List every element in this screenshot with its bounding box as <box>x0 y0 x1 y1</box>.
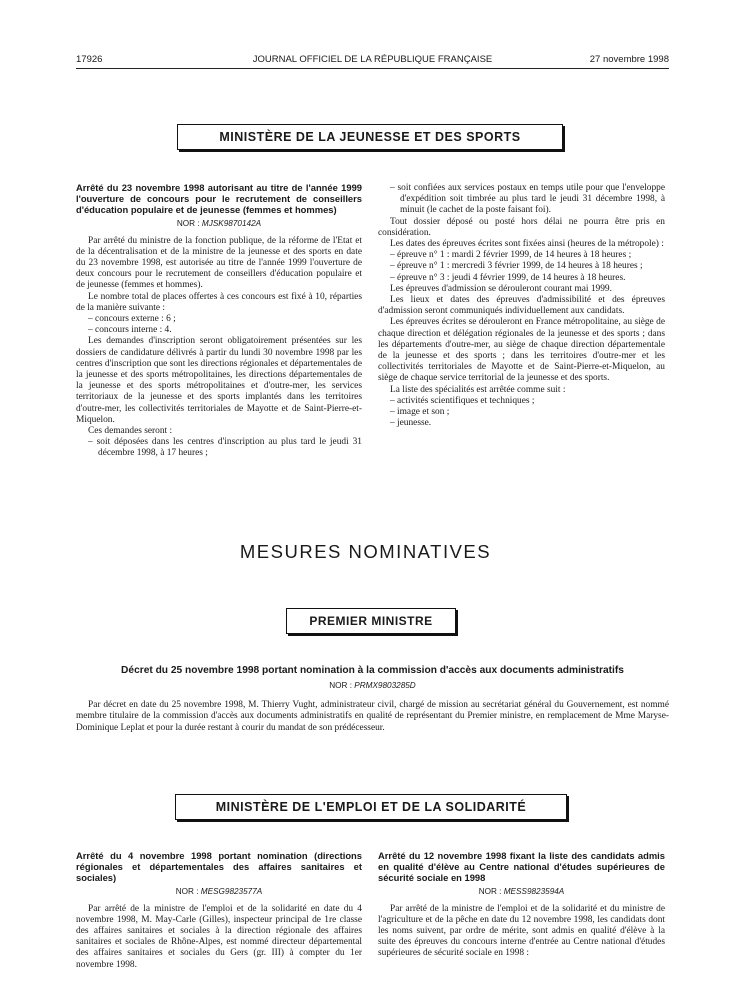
list-item: – activités scientifiques et techniques ; <box>390 395 535 406</box>
decree-title: Décret du 25 novembre 1998 portant nomination à la commission d'accès aux documents administratifs <box>121 665 624 676</box>
issue-date: 27 novembre 1998 <box>589 54 669 65</box>
paragraph: Les épreuves d'admission se dérouleront courant mai 1999. <box>390 283 612 294</box>
list-item: – épreuve n° 1 : mercredi 3 février 1999, de 14 heures à 18 heures ; <box>390 261 643 272</box>
nor-label: NOR : <box>175 887 199 897</box>
list-item: – concours interne : 4. <box>88 325 172 336</box>
paragraph: Par arrêté du ministre de la fonction publique, de la réforme de l'Etat et de la décentralisation et de la ministre de la jeunesse et des sports en date du 23 novembre 1998, est autorisée au titre de l'année 1999 l'ouverture de deux concours pour le recrutement de conseillers d'éducation populaire et de jeunesse (femmes et hommes). <box>76 235 362 291</box>
paragraph: Les dates des épreuves écrites sont fixées ainsi (heures de la métropole) : <box>390 239 664 250</box>
running-header <box>76 54 669 68</box>
list-item: – soit confiées aux services postaux en temps utile pour que l'enveloppe d'expédition soit timbrée au plus tard le jeudi 31 décembre 1998, à minuit (le cachet de la poste faisant foi). <box>390 183 665 216</box>
arrete-title: Arrêté du 12 novembre 1998 fixant la liste des candidats admis en qualité d'élève au Centre national d'études supérieures de sécurité sociale en 1998 <box>378 850 665 883</box>
page-number: 17926 <box>76 54 103 65</box>
list-item: – soit déposées dans les centres d'inscription au plus tard le jeudi 31 décembre 1998, à 17 heures ; <box>88 437 362 459</box>
right-column-section3 <box>378 851 665 960</box>
nor-line <box>76 681 669 690</box>
section-heading-jeunesse-sports: MINISTÈRE DE LA JEUNESSE ET DES SPORTS <box>177 124 563 150</box>
nor-line <box>76 218 362 229</box>
paragraph: Les lieux et dates des épreuves d'admissibilité et des épreuves d'admission seront communiqués individuellement aux candidats. <box>378 295 665 317</box>
mesures-nominatives-title: MESURES NOMINATIVES <box>239 541 492 562</box>
left-column-section3 <box>76 851 362 971</box>
nor-code: MESS9823594A <box>503 887 565 897</box>
header-rule <box>76 68 669 69</box>
list-item: – épreuve n° 1 : mardi 2 février 1999, de 14 heures à 18 heures ; <box>390 250 632 261</box>
paragraph: Les épreuves écrites se dérouleront en France métropolitaine, au siège de chaque direction et délégation régionales de la jeunesse et des sports ; dans les départements d'outre-mer, au siège de chaque direction départementale de la jeunesse et des sports ; dans les territoires d'outre-mer et les collectivités territoriales de Mayotte et de Saint-Pierre-et-Miquelon, au siège de chaque service territorial de la jeunesse et des sports. <box>378 317 665 384</box>
nor-label: NOR : <box>329 681 352 690</box>
decree-body: Par décret en date du 25 novembre 1998, M. Thierry Vught, administrateur civil, chargé de mission au secrétariat général du Gouvernement, est nommé membre titulaire de la commission d'accès aux documents administratifs en qualité de représentant du Premier ministre, en remplacement de Mme Maryse-Dominique Leplat et pour la durée restant à courir du mandat de son prédécesseur. <box>76 700 669 733</box>
list-item: – concours externe : 6 ; <box>88 314 176 325</box>
nor-line <box>76 886 362 897</box>
section-heading-premier-ministre: PREMIER MINISTRE <box>286 608 456 634</box>
journal-title: JOURNAL OFFICIEL DE LA RÉPUBLIQUE FRANÇAISE <box>252 54 493 65</box>
nor-code: PRMX9803285D <box>354 681 416 690</box>
list-item: – jeunesse. <box>390 418 432 429</box>
list-item: – image et son ; <box>390 407 450 418</box>
nor-code: MJSK9870142A <box>201 219 262 229</box>
left-column-section1 <box>76 183 362 460</box>
nor-label: NOR : <box>176 219 200 229</box>
arrete-title: Arrêté du 23 novembre 1998 autorisant au titre de l'année 1999 l'ouverture de concours pour le recrutement de conseillers d'éducation populaire et de jeunesse (femmes et hommes) <box>76 182 362 215</box>
paragraph: Par arrêté de la ministre de l'emploi et de la solidarité et du ministre de l'agriculture et de la pêche en date du 12 novembre 1998, les candidats dont les noms suivent, par ordre de mérite, sont admis en qualité d'élève à la suite des épreuves du concours interne d'entrée au Centre national d'études supérieures de sécurité sociale en 1998 : <box>378 903 665 959</box>
right-column-section1 <box>378 183 665 429</box>
paragraph: Par arrêté de la ministre de l'emploi et de la solidarité en date du 4 novembre 1998, M. May-Carle (Gilles), inspecteur principal de 1re classe des affaires sanitaires et sociales à la direction régionale des affaires sanitaires et sociales de Rhône-Alpes, est nommé directeur départemental des affaires sanitaires et sociales du Gers (gr. III) à compter du 1er novembre 1998. <box>76 903 362 970</box>
list-item: – épreuve n° 3 : jeudi 4 février 1999, de 14 heures à 18 heures. <box>390 272 626 283</box>
paragraph: Les demandes d'inscription seront obligatoirement présentées sur les dossiers de candidature délivrés à partir du lundi 30 novembre 1998 par les centres d'inscription que sont les directions régionales et départementales de la jeunesse et des sports métropolitaines, les directions départementales de la jeunesse et des sports métropolitaines et d'outre-mer, les services territoriaux de la jeunesse et des sports implantés dans les territoires d'outre-mer, les collectivités territoriales de Mayotte et de Saint-Pierre-et-Miquelon. <box>76 336 362 425</box>
paragraph: Tout dossier déposé ou posté hors délai ne pourra être pris en considération. <box>378 216 665 238</box>
section-heading-emploi-solidarite: MINISTÈRE DE L'EMPLOI ET DE LA SOLIDARITÉ <box>175 794 567 820</box>
nor-label: NOR : <box>478 887 502 897</box>
paragraph: La liste des spécialités est arrêtée comme suit : <box>390 384 566 395</box>
paragraph: Le nombre total de places offertes à ces concours est fixé à 10, réparties de la manière suivante : <box>76 291 362 313</box>
paragraph: Ces demandes seront : <box>88 426 173 437</box>
arrete-title: Arrêté du 4 novembre 1998 portant nomination (directions régionales et départementales des affaires sanitaires et sociales) <box>76 850 362 883</box>
nor-line <box>378 886 665 897</box>
nor-code: MESG9823577A <box>200 887 263 897</box>
